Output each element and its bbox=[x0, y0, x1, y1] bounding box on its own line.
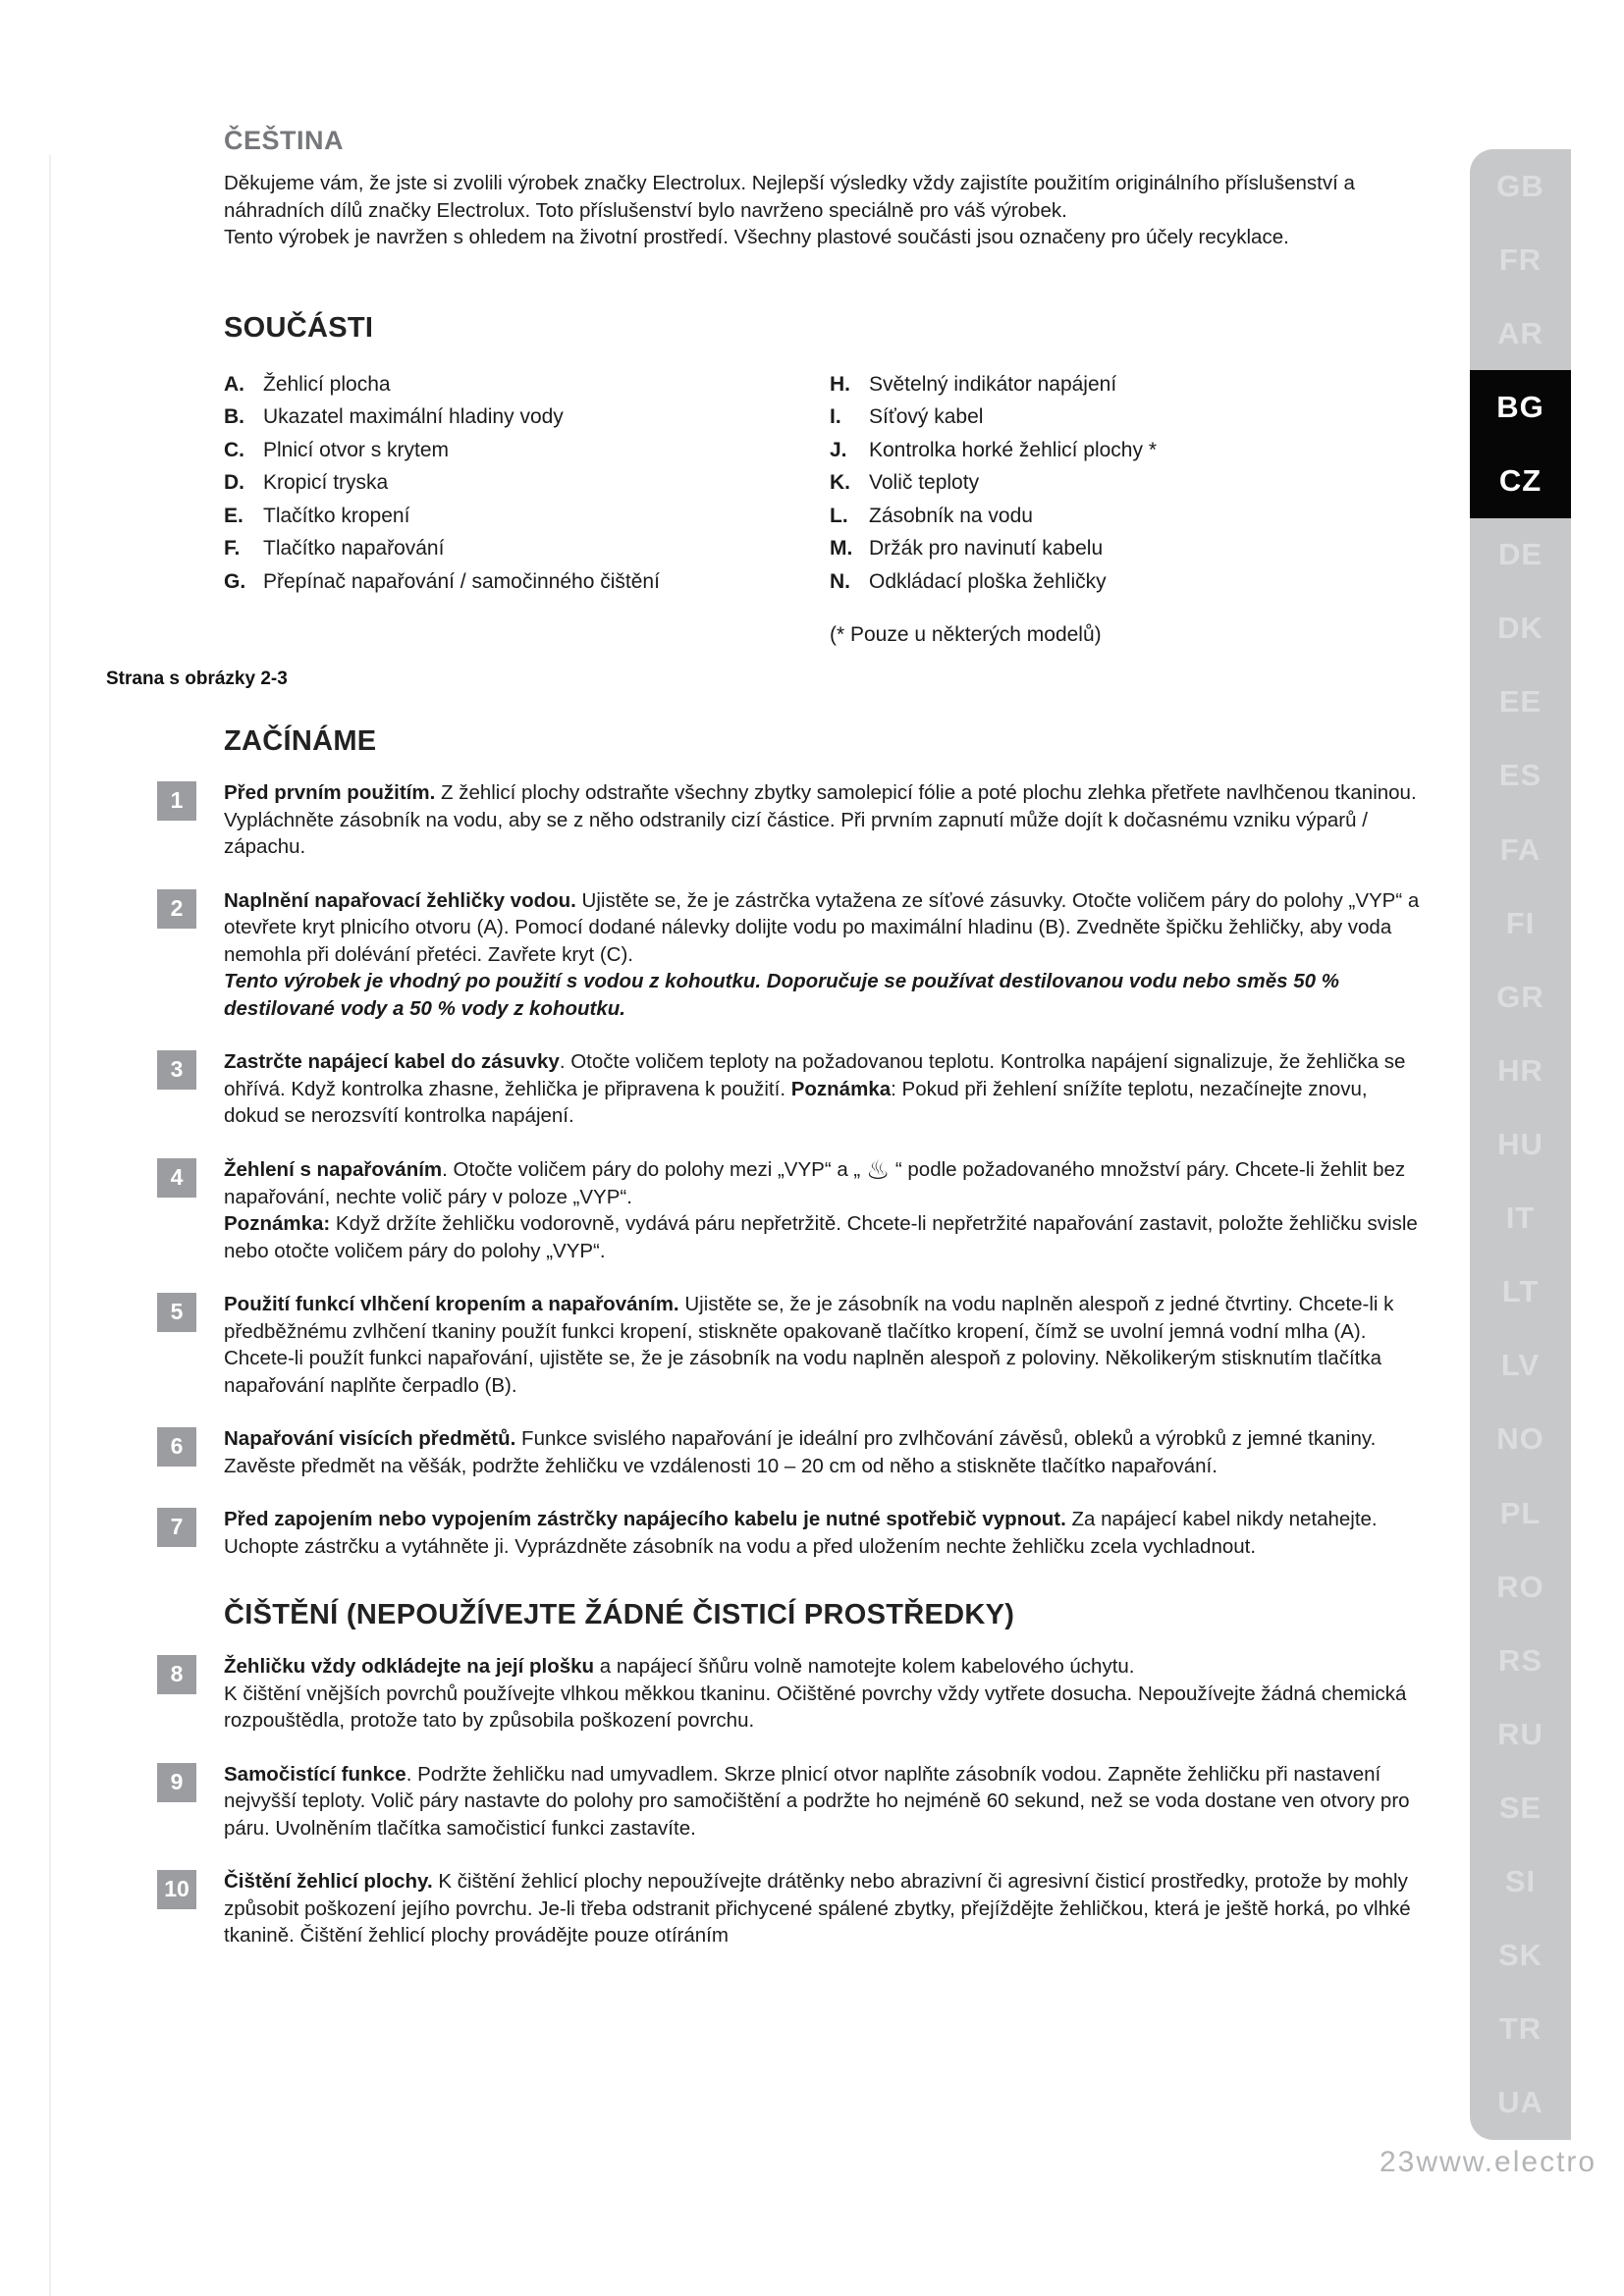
page-fold-line bbox=[49, 155, 51, 2296]
part-letter: K. bbox=[830, 471, 850, 494]
part-name: Zásobník na vodu bbox=[869, 504, 1033, 527]
part-name: Kropicí tryska bbox=[263, 471, 389, 494]
language-tab-ro: RO bbox=[1496, 1569, 1544, 1604]
step-item bbox=[157, 1761, 1420, 1842]
language-tab-fi: FI bbox=[1505, 905, 1536, 940]
language-tab-fa: FA bbox=[1499, 831, 1542, 867]
language-tab-pl: PL bbox=[1499, 1495, 1542, 1530]
step-item bbox=[157, 1291, 1420, 1399]
steam-icon: ♨ bbox=[865, 1154, 891, 1186]
step-number-badge: 3 bbox=[157, 1050, 196, 1090]
part-name: Držák pro navinutí kabelu bbox=[869, 537, 1104, 560]
part-letter: N. bbox=[830, 569, 850, 593]
part-item bbox=[830, 368, 1157, 401]
step-number-badge: 5 bbox=[157, 1293, 196, 1332]
language-title: ČEŠTINA bbox=[224, 126, 345, 155]
part-name: Žehlicí plocha bbox=[263, 372, 391, 396]
language-tab-rs: RS bbox=[1497, 1642, 1543, 1678]
part-letter: C. bbox=[224, 438, 244, 461]
step-item bbox=[157, 1506, 1420, 1560]
parts-list-left bbox=[224, 368, 830, 648]
language-tab-it: IT bbox=[1505, 1201, 1536, 1236]
step-number-badge: 7 bbox=[157, 1508, 196, 1547]
part-item bbox=[830, 466, 1157, 500]
language-tab-cz: CZ bbox=[1470, 444, 1571, 517]
part-letter: E. bbox=[224, 504, 244, 527]
step-text: Napařování visících předmětů. Funkce svislého napařování je ideální pro zvlhčování závěsů, obleků a výrobků z jemné tkaniny. Zavěste předmět na věšák, podržte žehličku ve vzdálenosti 10 – 20 cm od něho a stiskněte tlačítko napařování. bbox=[224, 1427, 1377, 1477]
step-text: Samočistící funkce. Podržte žehličku nad umyvadlem. Skrze plnicí otvor naplňte zásobník vodou. Zapněte žehličku při nastavení nejvyšší teploty. Volič páry nastavte do polohy pro samočištění a podržte ho nejméně 60 sekund, než se voda dostane ven otvory pro páru. Uvolněním tlačítka samočisticí funkci zastavíte. bbox=[224, 1762, 1410, 1840]
language-tab-ee: EE bbox=[1498, 684, 1543, 720]
language-tab-ua: UA bbox=[1497, 2085, 1543, 2120]
page-footer bbox=[1380, 2146, 1597, 2179]
parts-list-right bbox=[830, 368, 1157, 599]
step-text: Čištění žehlicí plochy. K čištění žehlicí plochy nepoužívejte drátěnky nebo abrazivní či agresivní čisticí prostředky, protože by mohly způsobit poškození jejího povrchu. Je-li třeba odstranit přichycené spálené zbytky, přejíždějte žehličkou, která je ještě horká, po vlhké tkanině. Čištění žehlicí plochy provádějte pouze otíráním bbox=[224, 1870, 1411, 1947]
step-text: Zastrčte napájecí kabel do zásuvky. Otočte voličem teploty na požadovanou teplotu. Kontrolka napájení signalizuje, že žehlička se ohřívá. Když kontrolka zhasne, žehlička je připravena k použití. Poznámka: Pokud při žehlení snížíte teplotu, nezačínejte znovu, dokud se nerozsvítí kontrolka napájení. bbox=[224, 1050, 1406, 1127]
components-heading: SOUČÁSTI bbox=[224, 311, 374, 344]
part-letter: D. bbox=[224, 471, 244, 494]
step-item bbox=[157, 1868, 1420, 1949]
step-number-badge: 8 bbox=[157, 1655, 196, 1694]
part-letter: B. bbox=[224, 405, 244, 428]
part-item bbox=[830, 434, 1157, 467]
step-number-badge: 6 bbox=[157, 1427, 196, 1467]
part-item bbox=[224, 565, 830, 599]
language-tab-de: DE bbox=[1497, 537, 1543, 572]
part-item bbox=[224, 400, 830, 434]
part-letter: A. bbox=[224, 372, 244, 396]
step-item bbox=[157, 1653, 1420, 1735]
language-tab-ar: AR bbox=[1497, 315, 1543, 350]
part-item bbox=[224, 500, 830, 533]
main-content bbox=[106, 126, 1461, 1976]
step-number-badge: 9 bbox=[157, 1763, 196, 1802]
language-tab-si: SI bbox=[1504, 1864, 1537, 1899]
part-name: Plnicí otvor s krytem bbox=[263, 438, 450, 461]
step-text: Žehlení s napařováním. Otočte voličem páry do polohy mezi „VYP“ a „ ♨ “ podle požadovaného množství páry. Chcete-li žehlit bez napařování, nechte volič páry v poloze „VYP“. Poznámka: Když držíte žehličku vodorovně, vydává páru nepřetržitě. Chcete-li nepřetržité napařování zastavit, položte žehličku svisle nebo otočte voličem páry do polohy „VYP“. bbox=[224, 1154, 1418, 1262]
getting-started-heading: ZAČÍNÁME bbox=[224, 725, 377, 757]
part-item bbox=[224, 532, 830, 565]
language-tab-hr: HR bbox=[1497, 1052, 1543, 1088]
language-tab-se: SE bbox=[1498, 1789, 1543, 1825]
language-tab-sk: SK bbox=[1497, 1938, 1543, 1973]
step-number-badge: 2 bbox=[157, 889, 196, 929]
step-item bbox=[157, 1156, 1420, 1265]
language-tab-dk: DK bbox=[1497, 611, 1543, 646]
part-name: Přepínač napařování / samočinného čištění bbox=[263, 569, 660, 593]
part-letter: J. bbox=[830, 438, 847, 461]
part-name: Volič teploty bbox=[869, 471, 980, 494]
step-number-badge: 4 bbox=[157, 1158, 196, 1198]
step-text: Použití funkcí vlhčení kropením a napařováním. Ujistěte se, že je zásobník na vodu naplněn alespoň z jedné čtvrtiny. Chcete-li k předběžnému zvlhčení tkaniny použít funkci kropení, stiskněte opakovaně tlačítko kropení, čímž se uvolní jemná vodní mlha (A). Chcete-li použít funkci napařování, ujistěte se, že je zásobník na vodu naplněn alespoň z poloviny. Několikerým stisknutím tlačítka napařování naplňte čerpadlo (B). bbox=[224, 1293, 1394, 1397]
language-tab-no: NO bbox=[1496, 1421, 1544, 1457]
step-number-badge: 1 bbox=[157, 781, 196, 821]
step-text: Naplnění napařovací žehličky vodou. Ujistěte se, že je zástrčka vytažena ze síťové zásuvky. Otočte voličem páry do polohy „VYP“ a otevřete kryt plnicího otvoru (A). Pomocí dodané nálevky dolijte vodu po maximální hladinu (B). Zvedněte špičku žehličky, aby voda nemohla při dolévání přetéci. Zavřete kryt (C). Tento výrobek je vhodný po použití s vodou z kohoutku. Doporučuje se používat destilovanou vodu nebo směs 50 % destilované vody a 50 % vody z kohoutku. bbox=[224, 888, 1420, 1020]
cleaning-heading: ČIŠTĚNÍ (NEPOUŽÍVEJTE ŽÁDNÉ ČISTICÍ PROSTŘEDKY) bbox=[224, 1599, 1015, 1630]
part-letter: L. bbox=[830, 504, 848, 527]
components-list bbox=[224, 368, 1461, 648]
part-item bbox=[830, 532, 1157, 565]
language-sidebar bbox=[1470, 149, 1571, 2140]
part-item bbox=[830, 500, 1157, 533]
part-name: Odkládací ploška žehličky bbox=[869, 569, 1107, 593]
part-name: Ukazatel maximální hladiny vody bbox=[263, 405, 564, 428]
figures-page-ref: Strana s obrázky 2-3 bbox=[106, 668, 288, 689]
part-item bbox=[224, 434, 830, 467]
step-text: Před zapojením nebo vypojením zástrčky napájecího kabelu je nutné spotřebič vypnout. Za napájecí kabel nikdy netahejte. Uchopte zástrčku a vytáhněte ji. Vyprázdněte zásobník na vodu a před uložením nechte žehličku zcela vychladnout. bbox=[224, 1508, 1378, 1558]
intro-text-1: Děkujeme vám, že jste si zvolili výrobek značky Electrolux. Nejlepší výsledky vždy zajistíte použitím originálního příslušenství a náhradních dílů značky Electrolux. Toto příslušenství bylo navrženo speciálně pro váš výrobek. bbox=[224, 172, 1355, 222]
part-name: Světelný indikátor napájení bbox=[869, 372, 1117, 396]
part-name: Kontrolka horké žehlicí plochy * bbox=[869, 438, 1157, 461]
cleaning-steps bbox=[106, 1653, 1461, 1949]
language-tab-es: ES bbox=[1498, 758, 1543, 793]
part-letter: F. bbox=[224, 537, 241, 560]
language-tab-gb: GB bbox=[1496, 168, 1544, 203]
language-tab-gr: GR bbox=[1496, 979, 1544, 1014]
language-tab-fr: FR bbox=[1498, 241, 1543, 277]
part-item bbox=[830, 565, 1157, 599]
part-name: Síťový kabel bbox=[869, 405, 984, 428]
part-letter: H. bbox=[830, 372, 850, 396]
language-tab-lt: LT bbox=[1501, 1274, 1540, 1309]
part-item bbox=[224, 466, 830, 500]
getting-started-steps bbox=[106, 779, 1461, 1560]
step-item bbox=[157, 779, 1420, 861]
step-number-badge: 10 bbox=[157, 1870, 196, 1909]
footer-page-number: 23 bbox=[1380, 2146, 1417, 2178]
language-tab-tr: TR bbox=[1498, 2011, 1543, 2047]
step-item bbox=[157, 1048, 1420, 1130]
intro-text-2: Tento výrobek je navržen s ohledem na životní prostředí. Všechny plastové součásti jsou označeny pro účely recyklace. bbox=[224, 226, 1289, 248]
language-tab-lv: LV bbox=[1500, 1348, 1541, 1383]
part-letter: I. bbox=[830, 405, 841, 428]
step-text: Žehličku vždy odkládejte na její plošku a napájecí šňůru volně namotejte kolem kabelového úchytu. K čištění vnějších povrchů používejte vlhkou měkkou tkaninu. Očištěné povrchy vždy vytřete dosucha. Nepoužívejte žádná chemická rozpouštědla, protože tato by způsobila poškození povrchu. bbox=[224, 1655, 1407, 1732]
part-letter: G. bbox=[224, 569, 246, 593]
part-letter: M. bbox=[830, 537, 853, 560]
footer-url: www.electro bbox=[1416, 2146, 1597, 2178]
part-item bbox=[830, 400, 1157, 434]
intro-paragraph bbox=[224, 170, 1424, 251]
language-tab-hu: HU bbox=[1497, 1126, 1543, 1161]
language-tab-ru: RU bbox=[1497, 1716, 1543, 1751]
step-text: Před prvním použitím. Z žehlicí plochy odstraňte všechny zbytky samolepicí fólie a poté plochu zlehka přetřete navlhčenou tkaninou. Vypláchněte zásobník na vodu, aby se z něho odstranily cizí částice. Při prvním zapnutí může dojít k dočasnému vzniku výparů / zápachu. bbox=[224, 781, 1417, 858]
part-name: Tlačítko napařování bbox=[263, 537, 445, 560]
step-item bbox=[157, 1425, 1420, 1479]
models-footnote: (* Pouze u některých modelů) bbox=[830, 623, 1102, 646]
language-tab-bg: BG bbox=[1470, 370, 1571, 444]
parts-list-right-wrap bbox=[830, 368, 1157, 648]
part-name: Tlačítko kropení bbox=[263, 504, 410, 527]
step-item bbox=[157, 887, 1420, 1023]
part-item bbox=[224, 368, 830, 401]
